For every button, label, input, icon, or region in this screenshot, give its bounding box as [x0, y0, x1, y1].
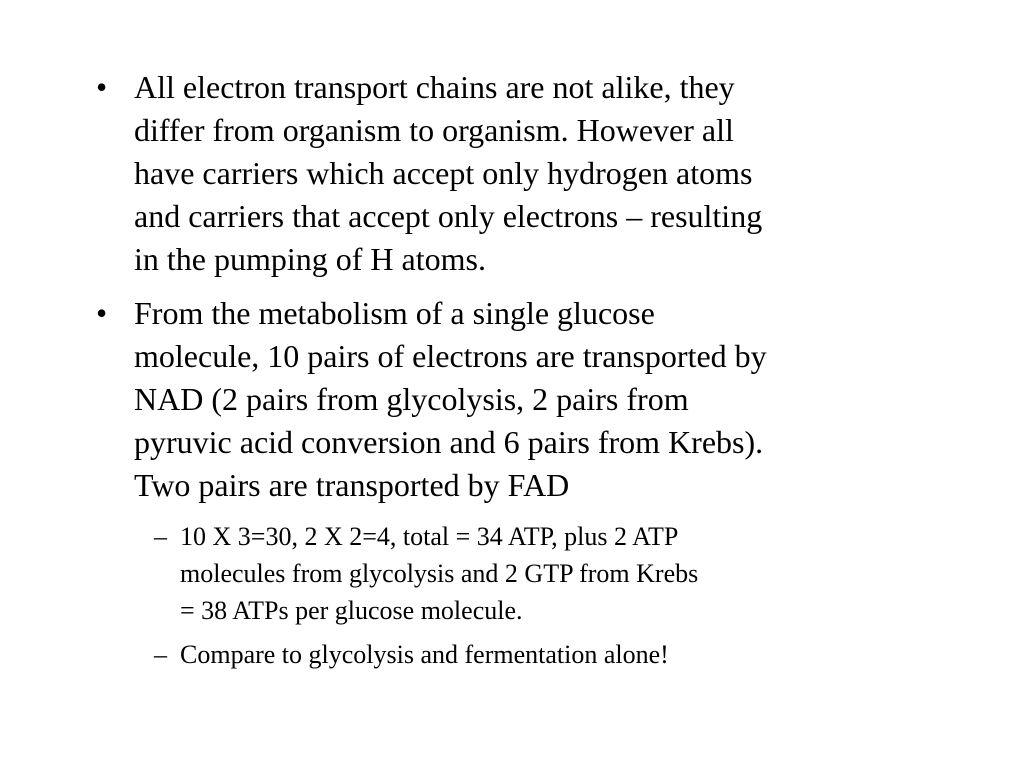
subbullet-text-line: = 38 ATPs per glucose molecule. [180, 596, 523, 625]
bullet-text-line: molecule, 10 pairs of electrons are transported by [134, 338, 767, 374]
subbullet-text-line: 10 X 3=30, 2 X 2=4, total = 34 ATP, plus 2 ATP [180, 522, 679, 551]
subbullet-compare [154, 636, 956, 673]
bullet-text-line: and carriers that accept only electrons – resulting [134, 198, 763, 234]
subbullet-text-line: Compare to glycolysis and fermentation alone! [180, 640, 669, 669]
bullet-text-line: in the pumping of H atoms. [134, 241, 486, 277]
subbullet-marker: – [154, 640, 167, 669]
slide-content [96, 66, 956, 680]
bullet-text-line: From the metabolism of a single glucose [134, 295, 655, 331]
subbullet-text-line: molecules from glycolysis and 2 GTP from Krebs [180, 559, 699, 588]
bullet-text-line: Two pairs are transported by FAD [134, 467, 570, 503]
bullet-glucose-metabolism [96, 292, 956, 507]
bullet-text-line: differ from organism to organism. However all [134, 112, 734, 148]
bullet-marker: • [96, 295, 108, 331]
bullet-text-line: NAD (2 pairs from glycolysis, 2 pairs from [134, 381, 689, 417]
subbullet-marker: – [154, 522, 167, 551]
bullet-text-line: All electron transport chains are not alike, they [134, 69, 735, 105]
subbullet-atp-calculation [154, 518, 956, 629]
bullet-text-line: pyruvic acid conversion and 6 pairs from Krebs). [134, 424, 764, 460]
bullet-marker: • [96, 69, 108, 105]
bullet-electron-transport-chains [96, 66, 956, 281]
bullet-text-line: have carriers which accept only hydrogen atoms [134, 155, 753, 191]
